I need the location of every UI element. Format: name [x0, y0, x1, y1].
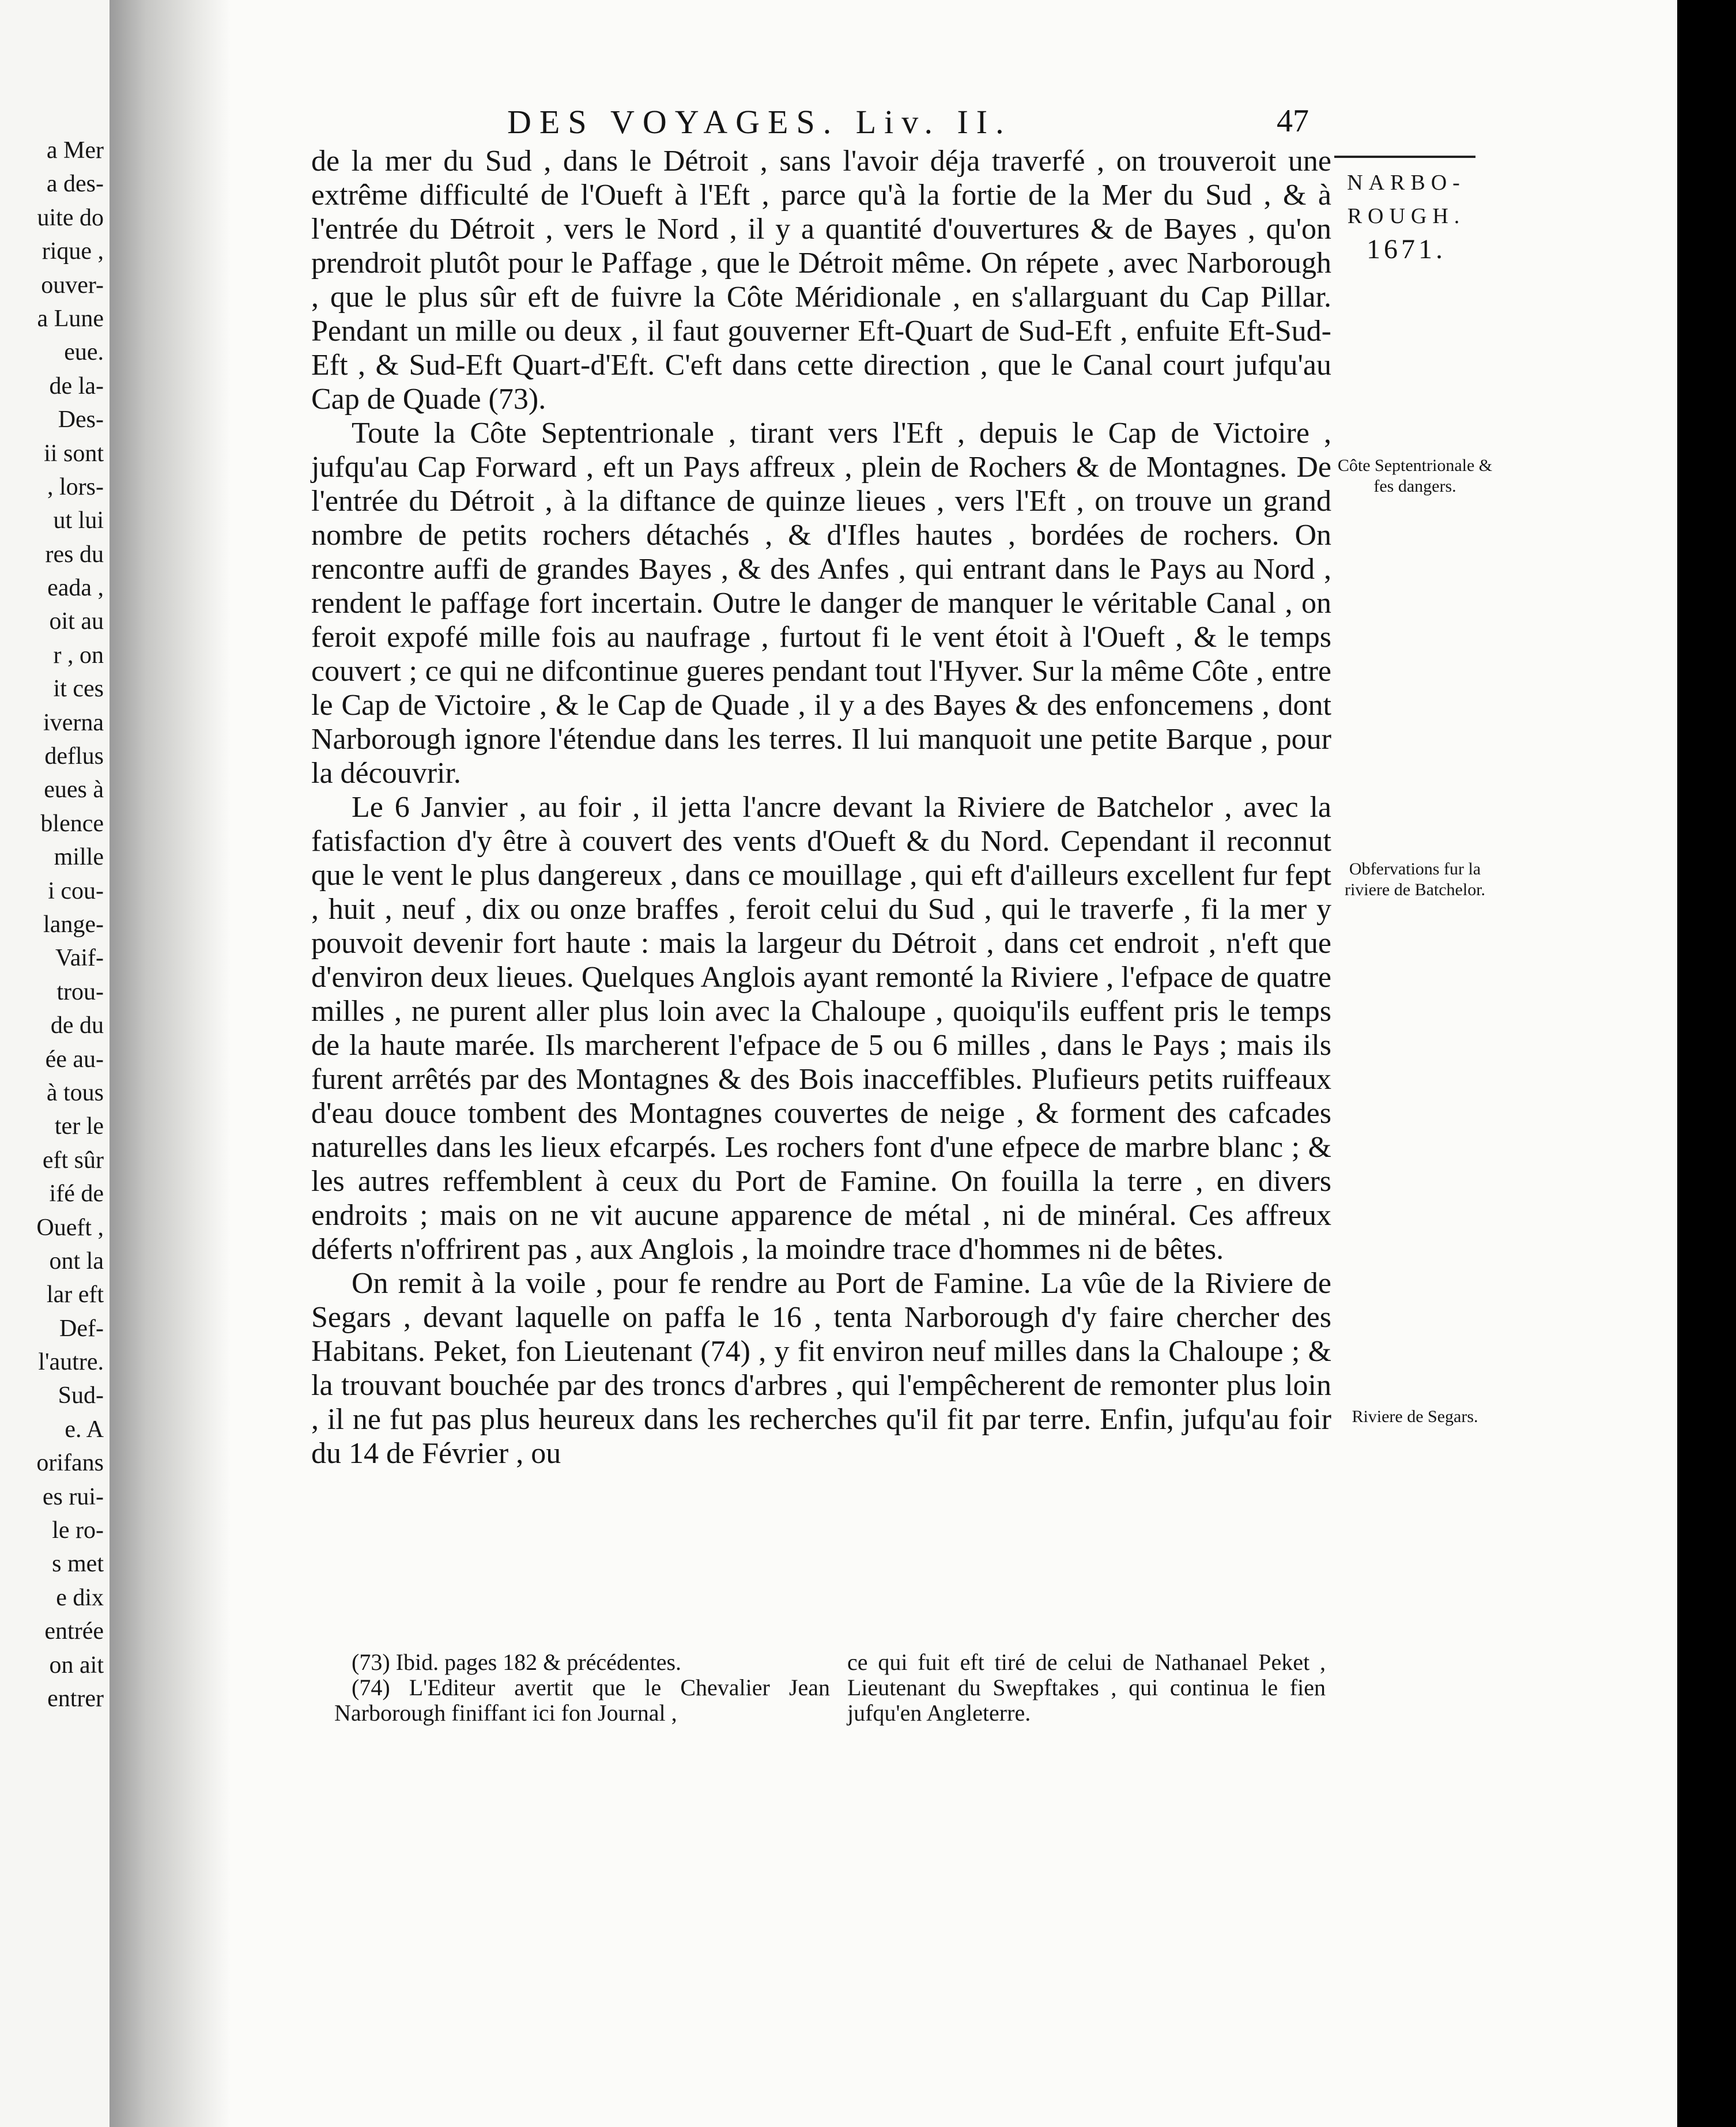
- left-page-line: Oueft ,: [36, 1214, 104, 1241]
- left-page-line: ter le: [54, 1113, 104, 1140]
- paragraph: de la mer du Sud , dans le Détroit , sans l'avoir déja traverfé , on trouveroit une extrême difficulté de l'Oueft à l'Eft , parce qu'à la fortie de la Mer du Sud , & à l'entrée du Détroit , vers le Nord , il y a quantité d'ouvertures & de Bayes , qu'on prendroit plutôt pour le Paffage , que le Détroit même. On répete , avec Narborough , que le plus sûr eft de fuivre la Côte Méridionale , en s'allarguant du Cap Pillar. Pendant un mille ou deux , il faut gouverner Eft-Quart de Sud-Eft , enfuite Eft-Sud-Eft , & Sud-Eft Quart-d'Eft. C'eft dans cette direction , que le Canal court jufqu'au Cap de Quade (73).: [311, 145, 1331, 416]
- left-page-line: deflus: [44, 743, 104, 770]
- footnotes-left: [334, 1650, 830, 1726]
- margin-name-line2: ROUGH.: [1347, 204, 1466, 228]
- left-page-line: trou-: [56, 978, 104, 1005]
- left-page-line: ée au-: [45, 1046, 104, 1073]
- margin-year: 1671.: [1367, 234, 1446, 265]
- footnote-74: (74) L'Editeur avertit que le Chevalier Jean Narborough finiffant ici fon Journal ,: [334, 1675, 830, 1726]
- left-page-line: es rui-: [42, 1483, 104, 1510]
- left-page-line: entrée: [44, 1618, 104, 1645]
- margin-header: [1320, 166, 1493, 266]
- page-number: 47: [1277, 103, 1309, 139]
- left-page-line: ut lui: [53, 507, 104, 534]
- margin-rule: [1334, 156, 1475, 158]
- left-page-line: , lors-: [47, 473, 104, 500]
- left-page-line: de du: [50, 1012, 104, 1039]
- left-page-line: lange-: [43, 911, 104, 938]
- left-page-fragment: [0, 0, 110, 2127]
- left-page-line: oit au: [49, 608, 104, 635]
- left-page-line: le ro-: [52, 1517, 104, 1544]
- footnote-73: (73) Ibid. pages 182 & précédentes.: [352, 1649, 682, 1675]
- left-page-line: eues à: [44, 776, 104, 804]
- main-text: [311, 144, 1331, 1470]
- margin-note: Côte Septentrionale & fes dangers.: [1337, 456, 1493, 496]
- running-title: DES VOYAGES. Liv. II.: [507, 103, 1012, 141]
- left-page-line: Def-: [59, 1315, 104, 1342]
- left-page-line: on ait: [49, 1651, 104, 1679]
- left-page-line: eft sûr: [42, 1147, 104, 1174]
- left-page-line: à tous: [46, 1079, 104, 1106]
- left-page-line: Des-: [58, 406, 104, 433]
- left-page-line: iverna: [43, 709, 104, 736]
- left-page-line: l'autre.: [38, 1349, 104, 1376]
- book-gutter-shadow: [110, 0, 231, 2127]
- paragraph: On remit à la voile , pour fe rendre au Port de Famine. La vûe de la Riviere de Segars , devant laquelle on paffa le 16 , tenta Narborough d'y faire chercher des Habitans. Peket, fon Lieutenant (74) , y fit environ neuf milles dans la Chaloupe ; & la trouvant bouchée par des troncs d'arbres , qui l'empêcherent de remonter plus loin , il ne fut pas plus heureux dans les recherches qu'il fit par terre. Enfin, jufqu'au foir du 14 de Février , ou: [311, 1267, 1331, 1470]
- left-page-line: Vaif-: [55, 945, 104, 972]
- left-page-line: orifans: [36, 1450, 104, 1477]
- left-page-line: i cou-: [48, 877, 104, 904]
- footnotes-right: [847, 1650, 1326, 1726]
- left-page-line: r , on: [53, 642, 104, 669]
- left-page-line: res du: [45, 541, 104, 568]
- left-page-line: a Mer: [46, 137, 104, 164]
- left-page-line: s met: [52, 1551, 104, 1578]
- left-page-line: ifé de: [49, 1181, 104, 1208]
- left-page-line: e dix: [56, 1584, 104, 1611]
- left-page-line: lar eft: [46, 1281, 104, 1308]
- footnote-74-continued: ce qui fuit eft tiré de celui de Nathanael Peket , Lieutenant du Swepftakes , qui continua le fien jufqu'en Angleterre.: [847, 1649, 1326, 1726]
- left-page-line: it ces: [53, 676, 104, 703]
- left-page-text: [0, 134, 104, 1715]
- left-page-line: ont la: [49, 1247, 104, 1274]
- margin-name-line1: NARBO-: [1347, 171, 1466, 195]
- margin-note: Riviere de Segars.: [1352, 1407, 1478, 1426]
- left-page-line: blence: [40, 810, 104, 837]
- left-page-line: eue.: [64, 339, 104, 366]
- left-page-line: eada ,: [47, 575, 104, 602]
- left-page-line: entrer: [47, 1685, 104, 1712]
- left-page-line: uite do: [37, 204, 104, 231]
- paragraph: Toute la Côte Septentrionale , tirant vers l'Eft , depuis le Cap de Victoire , jufqu'au Cap Forward , eft un Pays affreux , plein de Rochers & de Montagnes. De l'entrée du Détroit , à la diftance de quinze lieues , vers l'Eft , on trouve un grand nombre de petits rochers détachés , & d'Ifles hautes , bordées de rochers. On rencontre auffi de grandes Bayes , & des Anfes , qui entrant dans le Pays au Nord , rendent le paffage fort incertain. Outre le danger de manquer le véritable Canal , on feroit expofé mille fois au naufrage , furtout fi le vent étoit à l'Oueft , & le temps couvert ; ce qui ne difcontinue gueres pendant tout l'Hyver. Sur la même Côte , entre le Cap de Victoire , & le Cap de Quade , il y a des Bayes & des enfoncemens , dont Narborough ignore l'étendue dans les terres. Il lui manquoit une petite Barque , pour la découvrir.: [311, 417, 1331, 790]
- left-page-line: a des-: [46, 171, 104, 198]
- left-page-line: mille: [54, 844, 104, 871]
- left-page-line: e. A: [65, 1416, 104, 1443]
- left-page-line: a Lune: [37, 305, 104, 332]
- left-page-line: rique ,: [41, 238, 104, 265]
- left-page-line: de la-: [49, 372, 104, 399]
- margin-note: Obfervations fur la riviere de Batchelor.: [1344, 859, 1486, 899]
- left-page-line: ouver-: [41, 271, 104, 299]
- left-page-line: ii sont: [44, 440, 104, 467]
- left-page-line: Sud-: [58, 1382, 104, 1409]
- paragraph: Le 6 Janvier , au foir , il jetta l'ancre devant la Riviere de Batchelor , avec la fatisfaction d'y être à couvert des vents d'Oueft & du Nord. Cependant il reconnut que le vent le plus dangereux , dans ce mouillage , qui eft d'ailleurs excellent fur fept , huit , neuf , dix ou onze braffes , feroit celui du Sud , qui le traverfe , fi la mer y pouvoit devenir fort haute : mais la largeur du Détroit , dans cet endroit , n'eft que d'environ deux lieues. Quelques Anglois ayant remonté la Riviere , l'efpace de quatre milles , ne purent aller plus loin avec la Chaloupe , quoiqu'ils euffent pris le temps de la haute marée. Ils marcherent l'efpace de 5 ou 6 milles , dans le Pays ; mais ils furent arrêtés par des Montagnes & des Bois inacceffibles. Plufieurs petits ruiffeaux d'eau douce tombent des Montagnes couvertes de neige , & forment des cafcades naturelles dans les lieux efcarpés. Les rochers font d'une efpece de marbre blanc ; & les autres reffemblent à ceux du Port de Famine. On fouilla la terre , en divers endroits ; mais on ne vit aucune apparence de métal , ni de minéral. Ces affreux déferts n'offrirent pas , aux Anglois , la moindre trace d'hommes ni de bêtes.: [311, 791, 1331, 1266]
